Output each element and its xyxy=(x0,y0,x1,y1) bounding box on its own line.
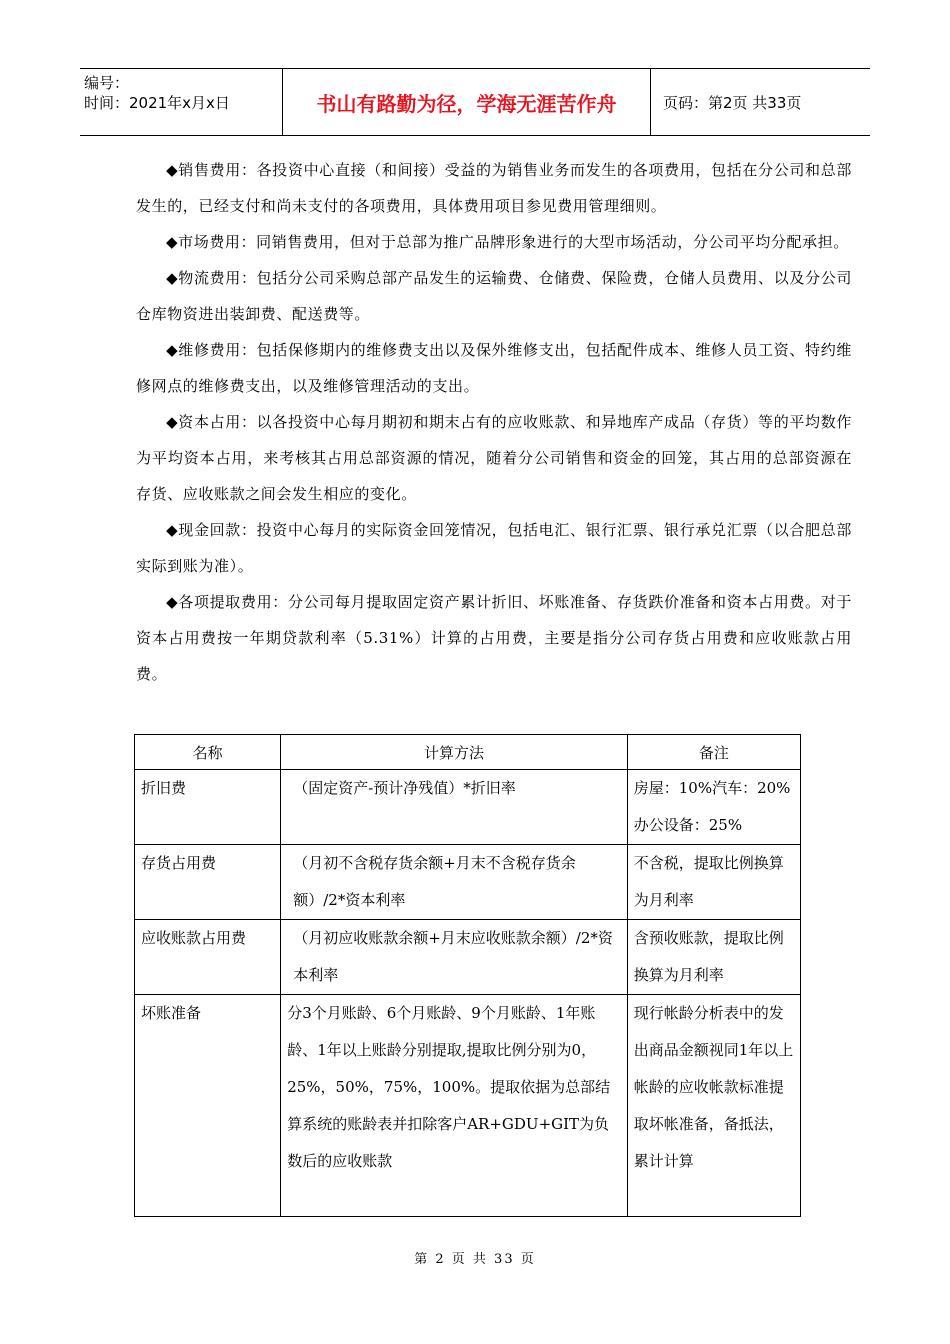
header-page-info: 页码：第2页 共33页 xyxy=(663,93,802,112)
page-footer: 第 2 页 共 33 页 xyxy=(414,1252,536,1267)
table-cell-remarks: 含预收账款，提取比例换算为月利率 xyxy=(627,920,800,995)
table-cell-remarks: 不含税，提取比例换算为月利率 xyxy=(627,845,800,920)
column-header-remarks: 备注 xyxy=(627,735,800,770)
table-cell-name: 存货占用费 xyxy=(135,845,281,920)
paragraph-capital-occupation: ◆资本占用：以各投资中心每月期初和期末占有的应收账款、和异地库产成品（存货）等的平均数作为平均资本占用，来考核其占用总部资源的情况，随着分公司销售和资金的回笼，其占用的总部资源在存货、应收账款之间会发生相应的变化。 xyxy=(136,413,852,503)
table-row xyxy=(135,770,801,845)
table-cell-method: 分3个月账龄、6个月账龄、9个月账龄、1年账龄、1年以上账龄分别提取,提取比例分别为0，25%，50%，75%，100%。提取依据为总部结算系统的账龄表并扣除客户AR+GDU+GIT为负数后的应收账款 xyxy=(281,995,628,1217)
column-header-name: 名称 xyxy=(135,735,281,770)
paragraph-cash-collection: ◆现金回款：投资中心每月的实际资金回笼情况，包括电汇、银行汇票、银行承兑汇票（以合肥总部实际到账为准）。 xyxy=(136,521,852,575)
document-date: 时间：2021年x月x日 xyxy=(84,94,230,112)
table-row xyxy=(135,845,801,920)
header-motto: 书山有路勤为径，学海无涯苦作舟 xyxy=(283,69,651,135)
expense-table xyxy=(134,734,801,1217)
paragraph-logistics-expense: ◆物流费用：包括分公司采购总部产品发生的运输费、仓储费、保险费，仓储人员费用、以及分公司仓库物资进出装卸费、配送费等。 xyxy=(136,269,852,323)
table-row xyxy=(135,995,801,1217)
table-cell-name: 坏账准备 xyxy=(135,995,281,1217)
body-text xyxy=(136,152,852,692)
document-number-label: 编号： xyxy=(84,74,130,92)
page-header xyxy=(80,68,870,136)
paragraph-sales-expense: ◆销售费用：各投资中心直接（和间接）受益的为销售业务而发生的各项费用，包括在分公司和总部发生的，已经支付和尚未支付的各项费用，具体费用项目参见费用管理细则。 xyxy=(136,161,852,215)
table-cell-method: （固定资产-预计净残值）*折旧率 xyxy=(281,770,628,845)
table-cell-name: 折旧费 xyxy=(135,770,281,845)
table-cell-remarks: 房屋：10%汽车：20%办公设备：25% xyxy=(627,770,800,845)
paragraph-market-expense: ◆市场费用：同销售费用，但对于总部为推广品牌形象进行的大型市场活动，分公司平均分配承担。 xyxy=(166,233,849,251)
paragraph-repair-expense: ◆维修费用：包括保修期内的维修费支出以及保外维修支出，包括配件成本、维修人员工资、特约维修网点的维修费支出，以及维修管理活动的支出。 xyxy=(136,341,852,395)
header-meta xyxy=(80,69,283,135)
paragraph-provisions: ◆各项提取费用：分公司每月提取固定资产累计折旧、坏账准备、存货跌价准备和资本占用费。对于资本占用费按一年期贷款利率（5.31%）计算的占用费，主要是指分公司存货占用费和应收账款占用费。 xyxy=(136,593,852,683)
table-cell-remarks: 现行帐龄分析表中的发出商品金额视同1年以上帐龄的应收帐款标准提取坏帐准备，备抵法，累计计算 xyxy=(627,995,800,1217)
table-cell-method: （月初不含税存货余额+月末不含税存货余额）/2*资本利率 xyxy=(281,845,628,920)
table-header-row xyxy=(135,735,801,770)
table-cell-name: 应收账款占用费 xyxy=(135,920,281,995)
table-cell-method: （月初应收账款余额+月末应收账款余额）/2*资本利率 xyxy=(281,920,628,995)
table-row xyxy=(135,920,801,995)
column-header-method: 计算方法 xyxy=(281,735,628,770)
